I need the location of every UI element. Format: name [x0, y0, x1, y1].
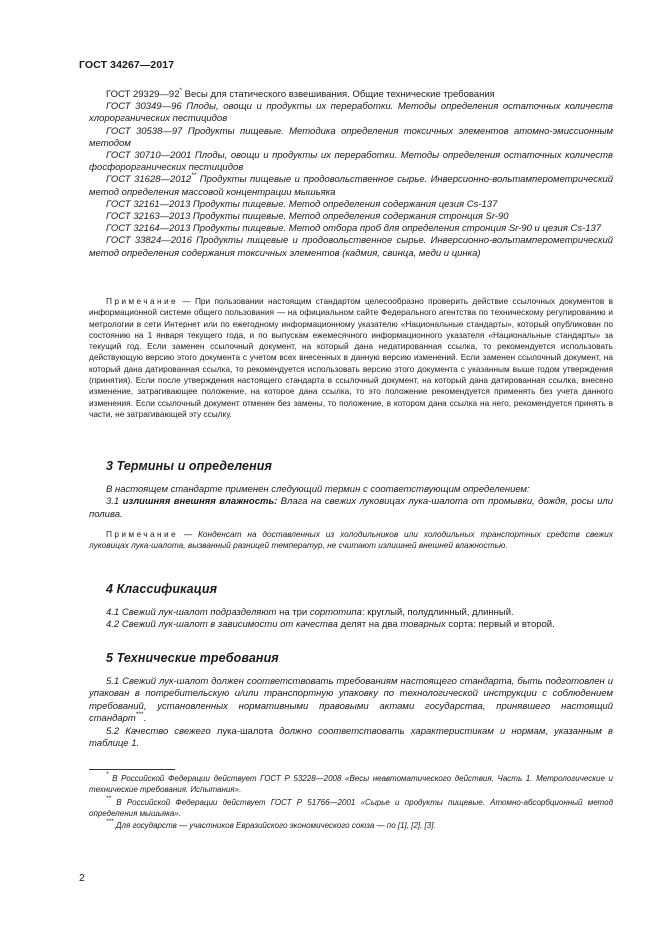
clause-text: в зависимости от качества	[210, 619, 338, 631]
clause-text: 5.2 Качество свежего	[106, 725, 217, 737]
footnote-text: Для государств — участников Евразийского экономического союза — по [1], [2], [3].	[113, 821, 436, 830]
section-4-title: 4 Классификация	[106, 582, 218, 596]
clause-4-1	[89, 607, 613, 619]
clause-text: сортотипа	[309, 607, 362, 618]
references-note	[89, 296, 613, 420]
term-definition-text: Влага на свежих луковицах лука-шалота от промывки, дождя, росы или полива.	[89, 496, 613, 520]
reference-title: Продукты пищевые. Методика определения токсичных элементов атомно-эмиссионным методом	[89, 125, 614, 149]
footnote-divider	[89, 769, 175, 770]
clause-text: делят на два	[337, 619, 401, 631]
reference-code: ГОСТ 32161—2013	[106, 198, 191, 210]
footnote	[89, 773, 613, 795]
section-5-title: 5 Технические требования	[106, 651, 279, 665]
clause-text: должно соответствовать характеристикам и нормам, указанным в таблице 1.	[89, 725, 613, 750]
reference-title: Плоды, овощи и продукты их переработки. Методы определения остаточных количеств фосфорорганических пестицидов	[89, 150, 614, 174]
footnotes	[89, 773, 613, 833]
reference-item	[89, 126, 613, 150]
section-4-body	[89, 607, 613, 632]
reference-title: Весы для статического взвешивания. Общие технические требования	[182, 89, 495, 100]
footnote-mark: **	[191, 172, 197, 180]
reference-code: ГОСТ 32163—2013	[106, 211, 191, 223]
section-3-title: 3 Термины и определения	[106, 459, 272, 473]
reference-code: ГОСТ 30349—96	[106, 101, 182, 113]
term-note	[89, 529, 613, 552]
footnote	[89, 794, 613, 819]
footnote-mark: ***	[135, 711, 144, 719]
reference-title: Продукты пищевые. Метод определения содержания цезия Cs-137	[190, 198, 498, 210]
reference-title: Плоды, овощи и продукты их переработки. Методы определения остаточных количеств хлорорганических пестицидов	[89, 101, 614, 125]
reference-code: ГОСТ 30710—2001	[106, 150, 192, 162]
reference-item	[89, 89, 613, 101]
note-label: Примечание	[106, 296, 179, 306]
clause-text: сорта: первый и второй.	[445, 619, 555, 631]
normative-references-list	[89, 89, 613, 260]
term-definition	[89, 496, 613, 521]
clause-text: : круглый, полудлинный, длинный.	[361, 607, 514, 618]
note-text: — При пользовании настоящим стандартом целесообразно проверить действие ссылочных документов в информационной системе общего пользования — на официальном сайте Федерального агентства по техническому регулированию и метрологии в сети Интернет или по ежегодному информационному указателю «Национальные стандарты», который опубликован по состоянию на 1 января текущего года, и по выпускам ежемесячного информационного указателя «Национальные стандарты» за текущий год. Если заменен ссылочный документ, на который дана недатированная ссылка, то рекомендуется использовать действующую версию этого документа с учетом всех внесенных в данную версию изменений. Если заменен ссылочный документ, на который дана датированная ссылка, то рекомендуется использовать версию этого документа с указанным выше годом утверждения (принятия). Если после утверждения настоящего стандарта в ссылочный документ, на который дана датированная ссылка, внесено изменение, затрагивающее положение, на которое дана ссылка, то это положение рекомендуется применять без учета данного изменения. Если ссылочный документ отменен без замены, то положение, в котором дана ссылка на него, рекомендуется принять в части, не затрагивающей эту ссылку.	[89, 296, 613, 419]
reference-item	[89, 101, 613, 125]
reference-code: ГОСТ 31628—2012	[106, 174, 192, 186]
clause-text: должен соответствовать требованиям настоящего стандарта, быть подготовлен и упакован в потребительскую и/или транспортную упаковку по технологической инструкции с соблюдением требований, установленных нормативными правовыми актами государства, принявшего настоящий стандарт	[89, 676, 613, 725]
footnote	[89, 820, 613, 831]
clause-text: 5.1 Свежий лук-шалот	[106, 676, 212, 687]
reference-title: Продукты пищевые и продовольственное сырье. Инверсионно-вольтамперометрический метод определения массовой концентрации мышьяка	[89, 174, 614, 198]
footnote-mark: ***	[106, 818, 114, 825]
reference-title: Продукты пищевые и продовольственное сырье. Инверсионно-вольтамперометрический метод определения содержания токсичных элементов (кадмия, свинца, меди и цинка)	[89, 235, 614, 259]
section-3-intro: В настоящем стандарте применен следующий термин с соответствующим определением:	[106, 484, 530, 495]
clause-5-1	[89, 676, 613, 726]
reference-item	[89, 150, 613, 174]
page-number: 2	[79, 872, 85, 884]
note-label: Примечание	[106, 529, 179, 539]
note-text: — Конденсат на доставленных из холодильников или холодильных транспортных средств свежих луковицах лука-шалота, вызванный разницей температур, не считают излишней внешней влажностью.	[89, 529, 613, 551]
clause-5-2	[89, 726, 613, 751]
clause-text: товарных	[400, 619, 446, 631]
reference-code: ГОСТ 29329—92	[106, 89, 180, 100]
clause-text: на три	[276, 607, 310, 618]
clause-text: 4.2 Свежий лук-шалот	[106, 619, 211, 631]
clause-text: лука-шалота	[216, 725, 274, 737]
footnote-text: В Российской Федерации действует ГОСТ Р 53228—2008 «Весы неавтоматического действия. Часть 1. Метрологические и технические требования. Испытания».	[89, 774, 613, 794]
clause-text: .	[143, 713, 147, 725]
section-3-body	[89, 484, 613, 521]
footnote-mark: *	[106, 771, 109, 778]
reference-title: Продукты пищевые. Метод отбора проб для определения стронция Sr-90 и цезия Cs-137	[190, 223, 602, 235]
reference-code: ГОСТ 32164—2013	[106, 223, 191, 235]
reference-item	[89, 211, 613, 223]
reference-code: ГОСТ 30538—97	[106, 125, 183, 137]
section-5-body	[89, 676, 613, 750]
reference-code: ГОСТ 33824—2016	[106, 235, 192, 247]
term-number: 3.1	[106, 496, 123, 508]
clause-text: 4.1 Свежий лук-шалот	[106, 607, 211, 618]
document-header: ГОСТ 34267—2017	[79, 59, 175, 71]
footnote-mark: *	[179, 87, 183, 94]
reference-title: Продукты пищевые. Метод определения содержания стронция Sr-90	[190, 211, 509, 223]
reference-item	[89, 199, 613, 211]
reference-item	[89, 174, 613, 198]
footnote-text: В Российской Федерации действует ГОСТ Р 51766—2001 «Сырье и продукты пищевые. Атомно-абсорбционный метод определения мышьяка».	[89, 797, 613, 818]
footnote-mark: **	[106, 794, 112, 802]
reference-item	[89, 223, 613, 235]
clause-4-2	[89, 619, 613, 631]
clause-text: подразделяют	[210, 607, 277, 618]
reference-item	[89, 235, 613, 259]
term-name: излишняя внешняя влажность:	[122, 496, 278, 508]
